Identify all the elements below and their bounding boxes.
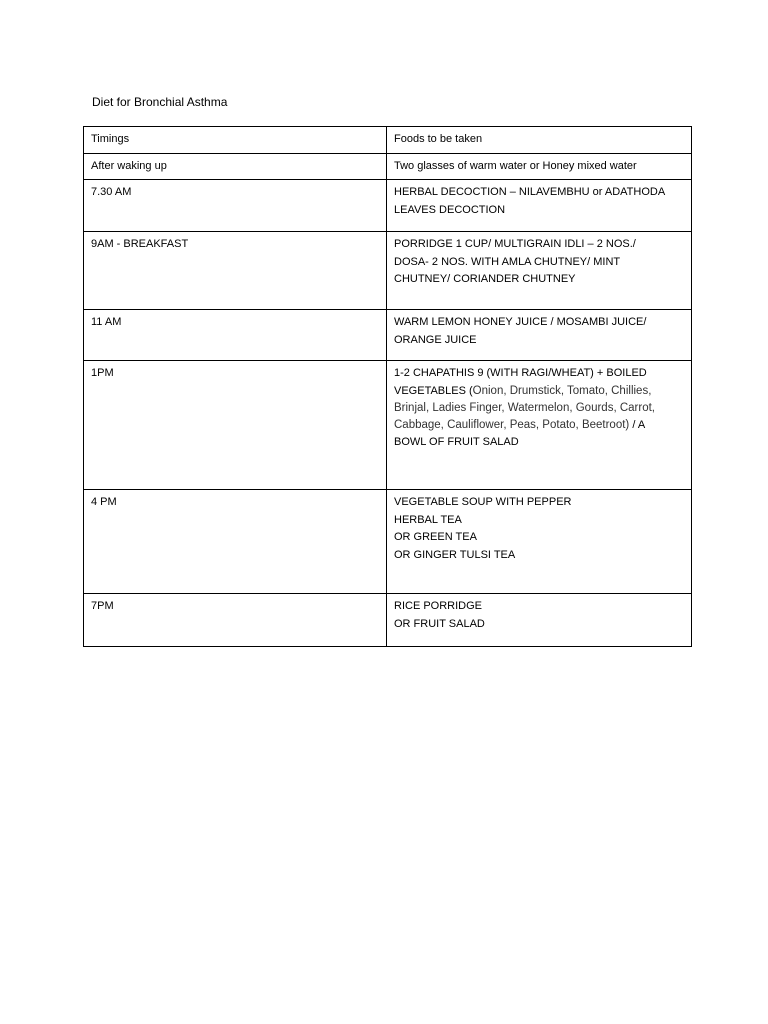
row-time: 9AM - BREAKFAST bbox=[84, 232, 387, 310]
food-line: LEAVES DECOCTION bbox=[394, 203, 506, 216]
row-time: 7PM bbox=[84, 594, 387, 647]
row-food bbox=[387, 361, 692, 490]
food-line: Two glasses of warm water or Honey mixed water bbox=[394, 160, 637, 172]
food-line: ORANGE JUICE bbox=[394, 333, 477, 346]
table-row bbox=[84, 361, 692, 490]
row-time: After waking up bbox=[84, 154, 387, 180]
row-food bbox=[387, 154, 692, 180]
food-line: DOSA- 2 NOS. WITH AMLA CHUTNEY/ MINT bbox=[394, 255, 621, 268]
table-row bbox=[84, 180, 692, 232]
row-food bbox=[387, 594, 692, 647]
header-foods: Foods to be taken bbox=[387, 127, 692, 154]
food-line: PORRIDGE 1 CUP/ MULTIGRAIN IDLI – 2 NOS./ bbox=[394, 238, 636, 250]
table-row bbox=[84, 594, 692, 647]
food-line: CHUTNEY/ CORIANDER CHUTNEY bbox=[394, 273, 576, 285]
table-row bbox=[84, 232, 692, 310]
food-caps-text: / A bbox=[629, 418, 646, 431]
header-timings: Timings bbox=[84, 127, 387, 154]
food-plain-text: Cabbage, Cauliflower, Peas, Potato, Beetroot) bbox=[394, 418, 630, 431]
food-line: VEGETABLE SOUP WITH PEPPER bbox=[394, 496, 572, 508]
food-plain-text: Onion, Drumstick, Tomato, Chillies, bbox=[472, 384, 652, 397]
diet-table bbox=[83, 126, 692, 647]
food-line: Brinjal, Ladies Finger, Watermelon, Gourds, Carrot, bbox=[394, 402, 655, 414]
row-time: 4 PM bbox=[84, 490, 387, 594]
table-header-row bbox=[84, 127, 692, 154]
row-time: 11 AM bbox=[84, 310, 387, 361]
row-food bbox=[387, 180, 692, 232]
food-line bbox=[394, 383, 685, 401]
food-line: WARM LEMON HONEY JUICE / MOSAMBI JUICE/ bbox=[394, 316, 647, 328]
food-line: HERBAL TEA bbox=[394, 513, 462, 526]
food-line: RICE PORRIDGE bbox=[394, 600, 483, 612]
food-line: OR GREEN TEA bbox=[394, 531, 477, 543]
food-caps-text: VEGETABLES ( bbox=[394, 384, 473, 397]
food-line bbox=[394, 417, 685, 435]
food-line: OR GINGER TULSI TEA bbox=[394, 548, 516, 561]
food-line: OR FRUIT SALAD bbox=[394, 617, 485, 630]
table-row bbox=[84, 154, 692, 180]
document-title: Diet for Bronchial Asthma bbox=[92, 95, 228, 109]
table-row bbox=[84, 310, 692, 361]
row-food bbox=[387, 490, 692, 594]
row-food bbox=[387, 310, 692, 361]
row-time: 7.30 AM bbox=[84, 180, 387, 232]
food-line: BOWL OF FRUIT SALAD bbox=[394, 436, 519, 448]
table-row bbox=[84, 490, 692, 594]
food-line: 1-2 CHAPATHIS 9 (WITH RAGI/WHEAT) + BOILED bbox=[394, 367, 647, 379]
row-food bbox=[387, 232, 692, 310]
food-line: HERBAL DECOCTION – NILAVEMBHU or ADATHODA bbox=[394, 186, 666, 198]
row-time: 1PM bbox=[84, 361, 387, 490]
